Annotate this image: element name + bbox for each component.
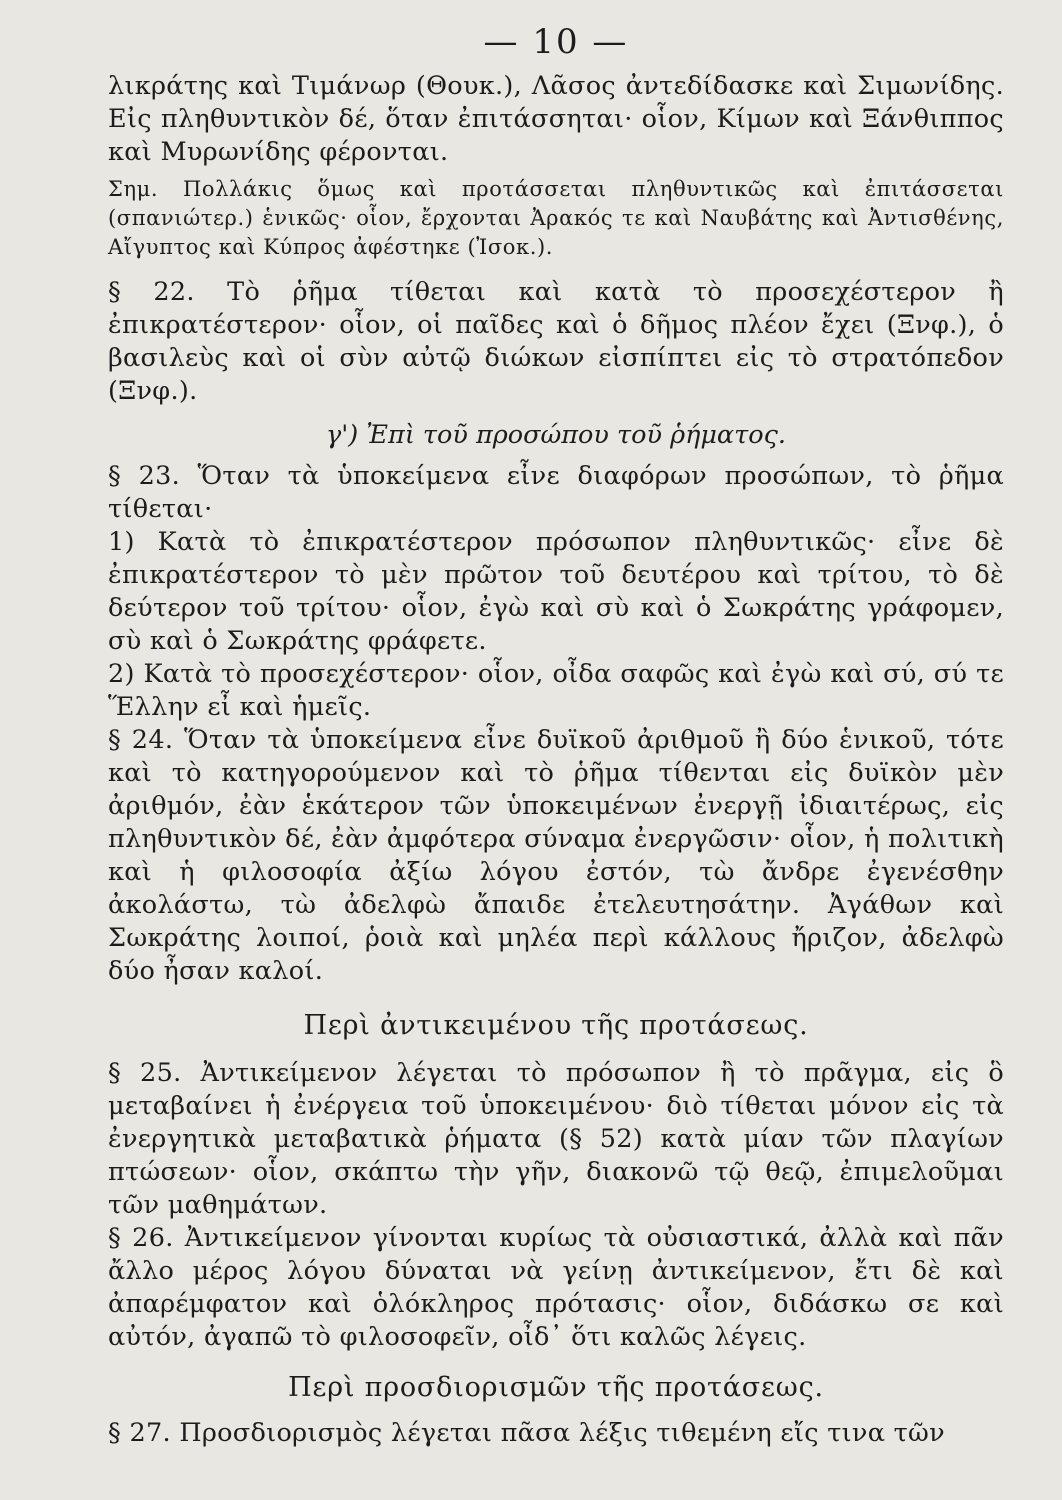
section-22: § 22. Τὸ ῥῆμα τίθεται καὶ κατὰ τὸ προσεχέστερον ἢ ἐπικρατέστερον· οἷον, οἱ παῖδες καὶ ὁ δῆμος πλέον ἔχει (Ξνφ.), ὁ βασιλεὺς καὶ οἱ σὺν αὐτῷ διώκων εἰσπίπτει εἰς τὸ στρατόπεδον (Ξνφ.). [108,277,1004,406]
page-number: — 10 — [483,22,629,62]
section-23-item-2: 2) Κατὰ τὸ προσεχέστερον· οἷον, οἶδα σαφῶς καὶ ἐγὼ καὶ σύ, σύ τε Ἕλλην εἶ καὶ ἡμεῖς. [108,659,1004,722]
section-23-item-1: 1) Κατὰ τὸ ἐπικρατέστερον πρόσωπον πληθυντικῶς· εἶνε δὲ ἐπικρατέστερον τὸ μὲν πρῶτον τοῦ δευτέρου καὶ τρίτου, τὸ δὲ δεύτερον τοῦ τρίτου· οἷον, ἐγὼ καὶ σὺ καὶ ὁ Σωκράτης γράφομεν, σὺ καὶ ὁ Σωκράτης φράφετε. [108,527,1004,656]
section-23: § 23. Ὅταν τὰ ὑποκείμενα εἶνε διαφόρων προσώπων, τὸ ῥῆμα τίθεται· [108,461,1004,524]
section-24: § 24. Ὅταν τὰ ὑποκείμενα εἶνε δυϊκοῦ ἀριθμοῦ ἢ δύο ἑνικοῦ, τότε καὶ τὸ κατηγορούμενον καὶ τὸ ῥῆμα τίθενται εἰς δυϊκὸν μὲν ἀριθμόν, ἐὰν ἑκάτερον τῶν ὑποκειμένων ἐνεργῇ ἰδιαιτέρως, εἰς πληθυντικὸν δέ, ἐὰν ἀμφότερα σύναμα ἐνεργῶσιν· οἷον, ἡ πολιτικὴ καὶ ἡ φιλοσοφία ἀξίω λόγου ἐστόν, τὼ ἄνδρε ἐγενέσθην ἀκολάστω, τὼ ἀδελφὼ ἄπαιδε ἐτελευτησάτην. Ἀγάθων καὶ Σωκράτης λοιποί, ῥοιὰ καὶ μηλέα περὶ κάλλους ἤριζον, ἀδελφὼ δύο ἦσαν καλοί. [108,725,1004,986]
heading-modifiers: Περὶ προσδιορισμῶν τῆς προτάσεως. [288,1372,824,1403]
section-25: § 25. Ἀντικείμενον λέγεται τὸ πρόσωπον ἢ τὸ πρᾶγμα, εἰς ὃ μεταβαίνει ἡ ἐνέργεια τοῦ ὑποκειμένου· διὸ τίθεται μόνον εἰς τὰ ἐνεργητικὰ μεταβατικὰ ῥήματα (§ 52) κατὰ μίαν τῶν πλαγίων πτώσεων· οἷον, σκάπτω τὴν γῆν, διακονῶ τῷ θεῷ, ἐπιμελοῦμαι τῶν μαθημάτων. [108,1058,1004,1220]
subsection-title: γ') Ἐπὶ τοῦ προσώπου τοῦ ῥήματος. [326,420,786,450]
paragraph-continuation: λικράτης καὶ Τιμάνωρ (Θουκ.), Λᾶσος ἀντεδίδασκε καὶ Σιμωνίδης. Εἰς πληθυντικὸν δέ, ὅταν ἐπιτάσσηται· οἷον, Κίμων καὶ Ξάνθιππος καὶ Μυρωνίδης φέρονται. [108,71,1004,167]
note-paragraph: Σημ. Πολλάκις ὅμως καὶ προτάσσεται πληθυντικῶς καὶ ἐπιτάσσεται (σπανιώτερ.) ἑνικῶς· οἷον, ἔρχονται Ἀρακός τε καὶ Ναυβάτης καὶ Ἀντισθένης, Αἴγυπτος καὶ Κύπρος ἀφέστηκε (Ἰσοκ.). [108,177,1004,259]
section-27: § 27. Προσδιορισμὸς λέγεται πᾶσα λέξις τιθεμένη εἴς τινα τῶν [108,1418,945,1448]
section-26: § 26. Ἀντικείμενον γίνονται κυρίως τὰ οὐσιαστικά, ἀλλὰ καὶ πᾶν ἄλλο μέρος λόγου δύναται νὰ γείνῃ ἀντικείμενον, ἔτι δὲ καὶ ἀπαρέμφατον καὶ ὁλόκληρος πρότασις· οἷον, διδάσκω σε καὶ αὐτόν, ἀγαπῶ τὸ φιλοσοφεῖν, οἶδ᾽ ὅτι καλῶς λέγεις. [108,1223,1004,1352]
heading-object: Περὶ ἀντικειμένου τῆς προτάσεως. [303,1010,809,1041]
